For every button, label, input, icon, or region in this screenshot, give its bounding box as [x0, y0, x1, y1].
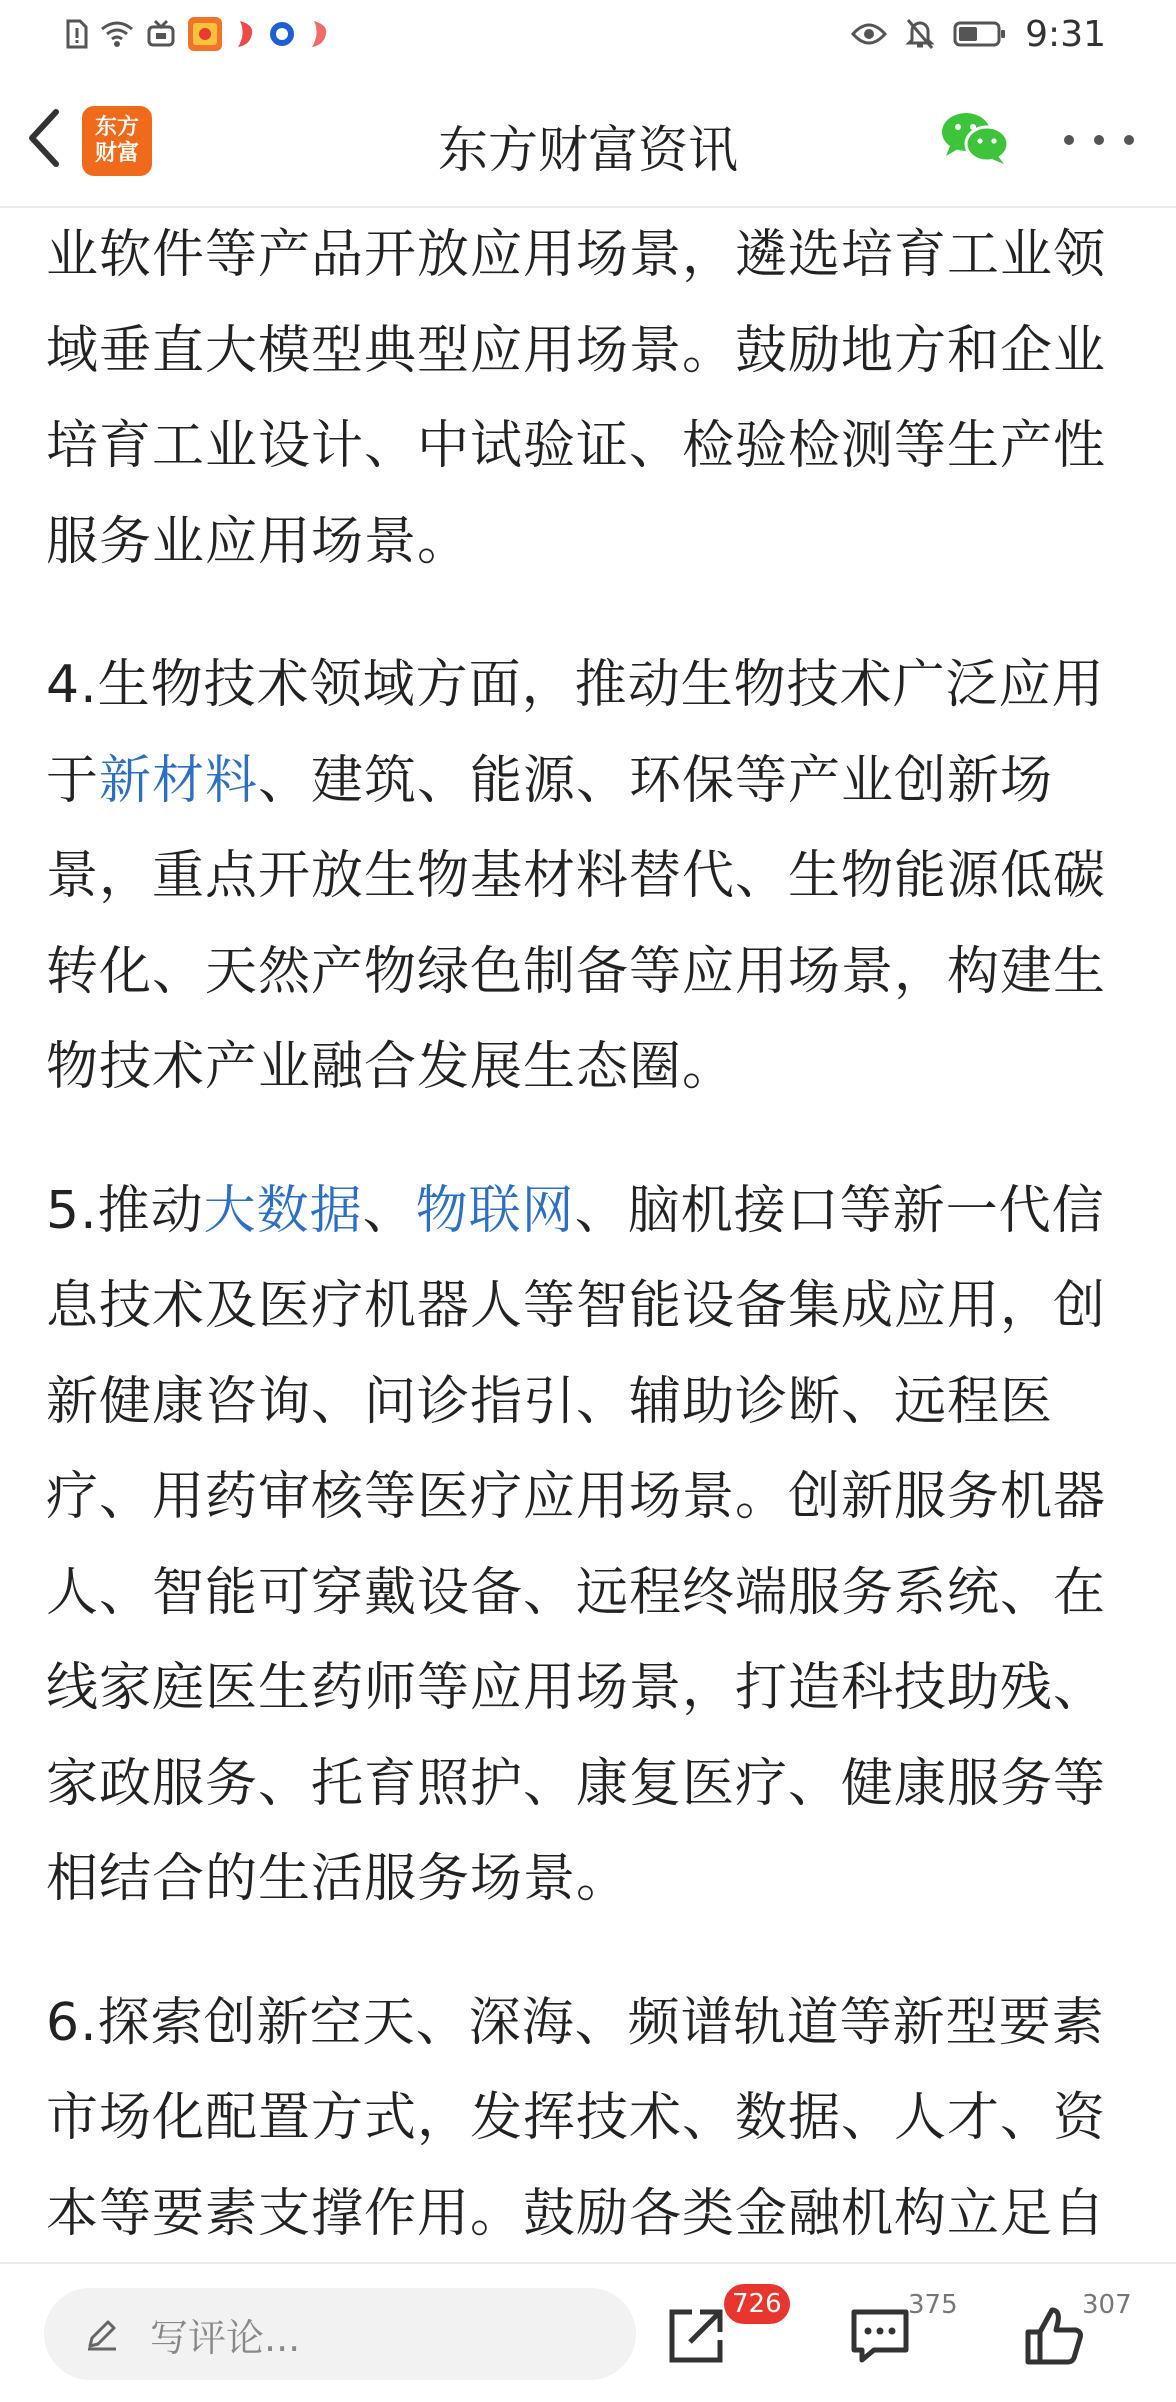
page-title: 东方财富资讯 — [438, 121, 738, 179]
logo-line-1: 东方 — [94, 115, 139, 140]
thumbs-up-icon — [1022, 2304, 1086, 2368]
like-button[interactable] — [1022, 2304, 1086, 2368]
comment-count: 375 — [908, 2290, 958, 2320]
article-paragraph-3: 5.推动大数据、物联网、脑机接口等新一代信息技术及医疗机器人等智能设备集成应用，创新健康咨询、问诊指引、辅助诊断、远程医疗、用药审核等医疗应用场景。创新服务机器人、智能可穿戴设备、远程终端服务系统、在线家庭医生药师等应用场景，打造科技助残、家政服务、托育照护、康复医疗、健康服务等相结合的生活服务场景。 — [46, 1180, 1107, 1909]
like-count: 307 — [1082, 2290, 1132, 2320]
app-header — [0, 70, 1176, 208]
red-app-icon — [234, 19, 256, 49]
keyword-link-new-materials[interactable]: 新材料 — [99, 750, 259, 811]
status-time: 9:31 — [1025, 13, 1106, 55]
status-bar-system — [851, 12, 1106, 56]
comment-icon — [848, 2304, 912, 2368]
share-button[interactable] — [664, 2304, 728, 2368]
more-button[interactable] — [1064, 130, 1134, 150]
blue-app-icon — [268, 20, 296, 48]
article-paragraph-1: 业软件等产品开放应用场景，遴选培育工业领域垂直大模型典型应用场景。鼓励地方和企业培育工业设计、中试验证、检验检测等生产性服务业应用场景。 — [46, 225, 1107, 572]
tv-icon — [146, 19, 176, 49]
share-count-badge: 726 — [724, 2284, 790, 2324]
comment-placeholder: 写评论... — [150, 2315, 301, 2360]
sim-alert-icon — [66, 19, 88, 49]
status-bar-notifications — [66, 14, 330, 54]
wechat-icon — [940, 110, 1010, 166]
wechat-share-button[interactable] — [940, 110, 1010, 166]
red-app-icon-2 — [308, 19, 330, 49]
share-icon — [664, 2304, 728, 2368]
keyword-link-big-data[interactable]: 大数据 — [203, 1180, 363, 1241]
logo-line-2: 财富 — [94, 141, 139, 166]
comment-input[interactable] — [44, 2288, 636, 2380]
wifi-icon — [100, 20, 134, 48]
battery-icon — [953, 20, 1007, 48]
status-bar — [0, 0, 1176, 70]
mute-icon — [905, 18, 935, 50]
article-paragraph-4: 6.探索创新空天、深海、频谱轨道等新型要素市场化配置方式，发挥技术、数据、人才、资本等要素支撑作用。鼓励各类金融机构立足自 — [46, 1992, 1107, 2244]
article-body — [46, 208, 1130, 2258]
app-badge-icon — [188, 17, 222, 51]
more-dots-icon — [1064, 135, 1074, 145]
bottom-action-bar — [0, 2262, 1176, 2402]
comments-button[interactable] — [848, 2304, 912, 2368]
eye-icon — [851, 22, 887, 46]
article-paragraph-2: 4.生物技术领域方面，推动生物技术广泛应用于新材料、建筑、能源、环保等产业创新场景，重点开放生物基材料替代、生物能源低碳转化、天然产物绿色制备等应用场景，构建生物技术产业融合发展生态圈。 — [46, 655, 1107, 1097]
keyword-link-iot[interactable]: 物联网 — [415, 1180, 575, 1241]
pen-icon — [84, 2316, 120, 2352]
